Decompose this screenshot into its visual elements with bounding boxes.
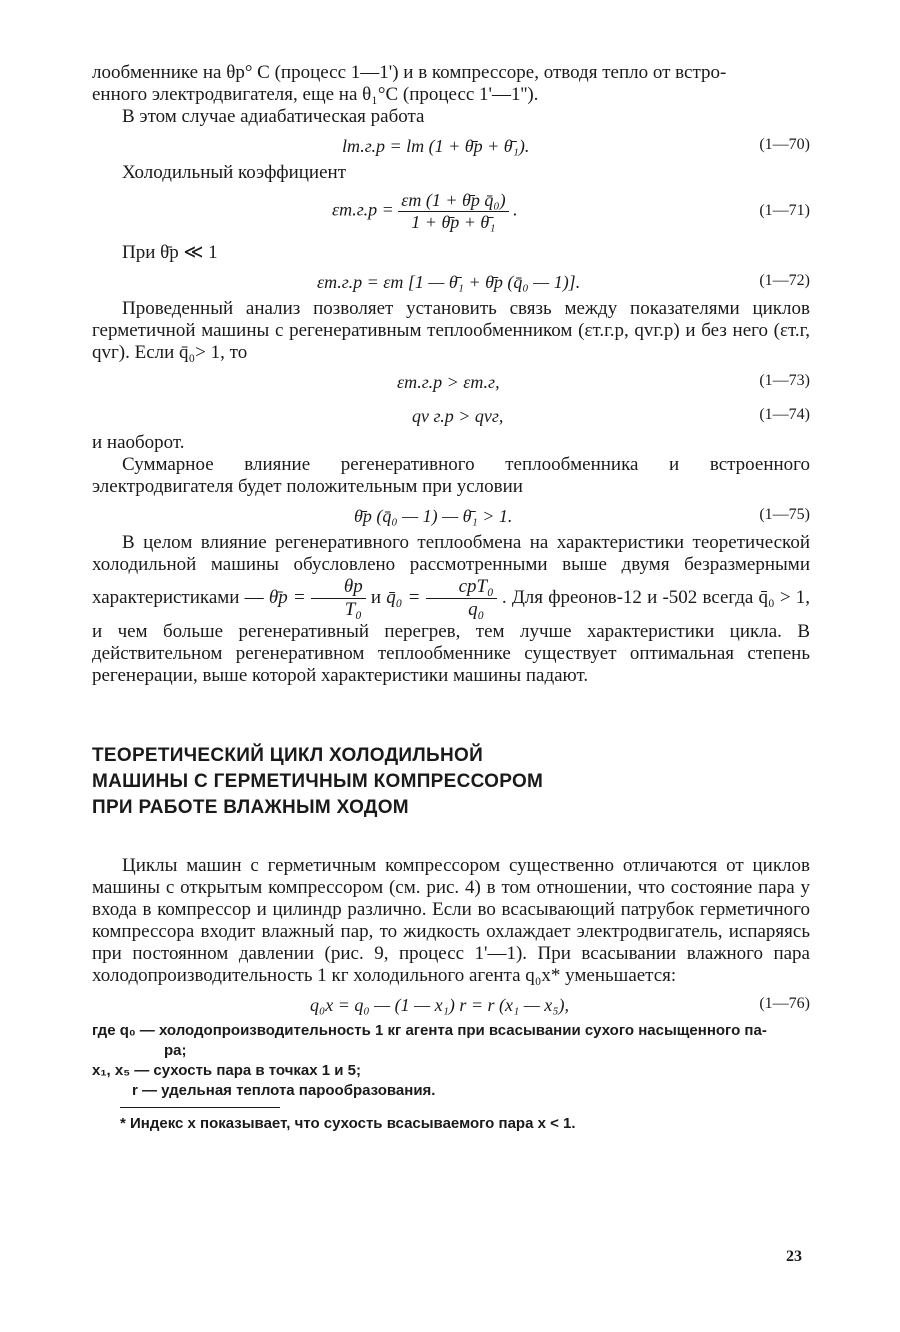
equation-1-71: εт.г.р = $\frac{\text{εт (1 + θ̄р q̄₀)}}{\text{1 + θ̄р + θ̄₁}}$ . (1—71): [332, 190, 810, 232]
equation-1-76: [92, 987, 810, 1021]
equation-lhs: εт.г.р =: [332, 199, 394, 220]
equation-number: (1—74): [759, 406, 810, 423]
fraction-denominator: 1 + θ̄р + θ̄₁: [411, 212, 496, 232]
equation-1-73: [92, 364, 810, 398]
paragraph-overall: [92, 532, 810, 687]
footnote-divider: [120, 1107, 280, 1108]
equation-number: (1—75): [759, 506, 810, 523]
paragraph-summary: Суммарное влияние регенеративного теплообменника и встроенного электродвигателя будет положительным при условии: [92, 454, 810, 497]
definition-x: x₁, x₅ — сухость пара в точках 1 и 5;: [92, 1062, 362, 1079]
equation-number: (1—71): [759, 202, 810, 219]
fraction-numerator: εт (1 + θ̄р q̄₀): [398, 190, 508, 212]
heading-line-3: ПРИ РАБОТЕ ВЛАЖНЫМ ХОДОМ: [92, 797, 409, 818]
fraction-q: [426, 576, 497, 621]
fraction-theta: [311, 576, 366, 621]
fraction-denominator: q₀: [468, 599, 485, 620]
equation-1-74: [92, 398, 810, 432]
equation-number: (1—72): [759, 272, 810, 289]
section-heading: [92, 743, 810, 821]
paragraph-when: При θ̄р ≪ 1: [122, 242, 218, 263]
equation-formula: qv г.р > qvг,: [412, 406, 504, 426]
fraction-numerator: cpT₀: [426, 576, 497, 599]
fraction-numerator: θр: [311, 576, 366, 599]
paragraph-coefficient: Холодильный коэффициент: [122, 162, 347, 183]
equation-1-70: [92, 128, 810, 162]
paragraph-analysis: Проведенный анализ позволяет установить связь между показателями циклов герметичной машины с регенеративным теплообменником (εт.г.р, qvг.р) и без него (εт.г, qvг). Если q̄₀> 1, то: [92, 298, 810, 363]
variable-definitions: [92, 1021, 810, 1101]
definition-q0: где q₀ — холодопроизводительность 1 кг агента при всасывании сухого насыщенного па-: [92, 1022, 767, 1039]
heading-line-2: МАШИНЫ С ГЕРМЕТИЧНЫМ КОМПРЕССОРОМ: [92, 771, 544, 792]
paragraph-cycles: Циклы машин с герметичным компрессором существенно отличаются от циклов машины с открытым компрессором (см. рис. 4) в том отношении, что состояние пара у входа в компрессор и цилиндр различно. Если во всасывающий патрубок герметичного компрессора входит влажный пар, то жидкость охлаждает электродвигатель, испаряясь при постоянном давлении (рис. 9, процесс 1'—1). При всасывании влажного пара холодопроизводительность 1 кг холодильного агента q₀x* уменьшается:: [92, 855, 810, 986]
fraction-conjunction: и: [370, 586, 382, 608]
paragraph-adiabatic: В этом случае адиабатическая работа: [122, 106, 425, 127]
equation-formula: εт.г.р > εт.г,: [397, 372, 500, 392]
overall-text-b: . Для фреонов-12 и -502 всегда q̄₀ > 1, и чем больше регенеративный перегрев, тем лучше характеристики цикла. В действительном регенеративном теплообменнике существует оптимальная степень регенерации, выше которой характеристики машины падают.: [92, 586, 811, 686]
equation-formula: lт.г.р = lт (1 + θ̄р + θ̄₁).: [342, 136, 530, 156]
equation-number: (1—73): [759, 372, 810, 389]
equation-fraction: [398, 190, 508, 233]
equation-number: (1—76): [759, 995, 810, 1012]
intro-line-2: енного электродвигателя, еще на θ₁°С (процесс 1'—1'').: [92, 84, 539, 105]
heading-line-1: ТЕОРЕТИЧЕСКИЙ ЦИКЛ ХОЛОДИЛЬНОЙ: [92, 745, 484, 766]
equation-formula: q₀x = q₀ — (1 — x₁) r = r (x₁ — x₅),: [310, 995, 570, 1015]
equation-1-72: [92, 264, 810, 298]
definition-r: r — удельная теплота парообразования.: [132, 1082, 436, 1099]
fraction-denominator: T₀: [344, 599, 362, 620]
page-number: 23: [786, 1248, 802, 1265]
equation-1-75: [92, 498, 810, 532]
equation-formula: εт.г.р = εт [1 — θ̄₁ + θ̄р (q̄₀ — 1)].: [317, 272, 581, 292]
fraction-1-lhs: θ̄р =: [268, 586, 306, 608]
paragraph-vice-versa: и наоборот.: [92, 432, 185, 453]
intro-line-1: лообменнике на θр° С (процесс 1—1') и в компрессоре, отводя тепло от встро-: [92, 62, 727, 83]
overall-text-a: В целом влияние регенеративного теплообмена на характеристики теоретической холодильной машины обусловлено рассмотренными выше двумя безразмерными характеристиками —: [92, 532, 810, 608]
fraction-2-lhs: q̄₀ =: [386, 586, 421, 608]
definition-q0-continuation: ра;: [164, 1042, 187, 1059]
equation-number: (1—70): [759, 136, 810, 153]
page-body: [92, 62, 810, 1133]
footnote: * Индекс x показывает, что сухость всасываемого пара x < 1.: [120, 1115, 576, 1132]
equation-formula: θ̄р (q̄₀ — 1) — θ̄₁ > 1.: [354, 506, 513, 526]
paragraph-intro: [92, 62, 810, 106]
